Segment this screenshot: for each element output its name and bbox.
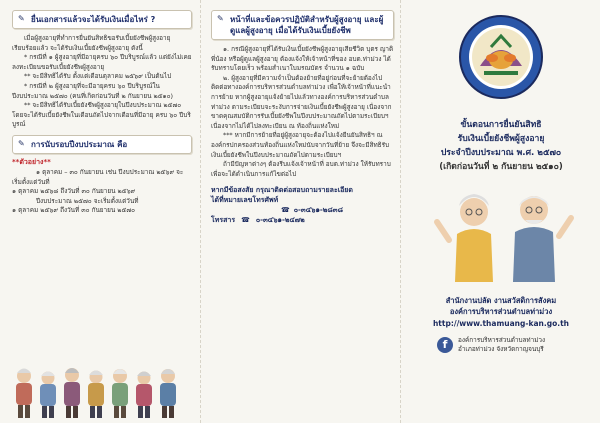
facebook-page-text: องค์การบริหารส่วนตำบลท่าม่วง อำเภอท่าม่วง จังหวัดกาญจนบุรี xyxy=(458,336,546,353)
contact-subtitle: ได้ที่หมายเลขโทรศัพท์ xyxy=(211,196,279,205)
office-line-1: สำนักงานปลัด งานสวัสดิการสังคม xyxy=(445,296,557,305)
paragraph: * กรณีที่ ๑ ผู้สูงอายุที่มีอายุครบ ๖๐ ปีบริบูรณ์แล้ว แต่ยังไม่เคยลงทะเบียนขอรับเบี้ยยังชีพผู้สูงอายุ xyxy=(12,53,192,71)
pencil-icon: ✎ xyxy=(18,138,25,148)
contact-title: หากมีข้อสงสัย กรุณาติดต่อสอบถามรายละเอียด xyxy=(211,186,353,195)
cover-title-line-2: รับเงินเบี้ยยังชีพผู้สูงอายุ xyxy=(457,134,545,144)
panel-cover xyxy=(400,0,600,423)
facebook-block[interactable] xyxy=(437,336,545,354)
example-line: ๑ ตุลาคม ๒๕๖๙ ถึงวันที่ ๓๐ กันยายน ๒๕๗๐ xyxy=(12,206,136,215)
fax-label: โทรสาร xyxy=(211,216,236,225)
example-line: ๑ ตุลาคม – ๓๐ กันยายน เช่น ปีงบประมาณ ๒๕๖๙ จะเริ่มตั้งแต่วันที่ xyxy=(12,167,184,186)
cover-title-line-4: (เกิดก่อนวันที่ ๒ กันยายน ๒๕๑๐) xyxy=(439,162,563,172)
section-header-duties: ✎ หน้าที่และข้อควรปฏิบัติสำหรับผู้สูงอายุ และผู้ดูแลผู้สูงอายุ เมื่อได้รับเงินเบี้ยยังชีพ xyxy=(211,10,394,40)
paragraph: * กรณีที่ ๒ ผู้สูงอายุที่จะมีอายุครบ ๖๐ ปีบริบูรณ์ในปีงบประมาณ ๒๕๗๐ (คนที่เกิดก่อนวันที่ ๒ กันยายน ๒๕๑๐) xyxy=(12,81,173,100)
elderly-group-illustration xyxy=(6,362,194,420)
example-line: ปีงบประมาณ ๒๕๗๐ จะเริ่มตั้งแต่วันที่ xyxy=(36,196,139,205)
office-line-2: องค์การบริหารส่วนตำบลท่าม่วง xyxy=(449,307,553,316)
section-header-fiscal-year: ✎ การนับรอบปีงบประมาณ คือ xyxy=(12,135,192,154)
elderly-couple-illustration xyxy=(429,184,579,284)
website-link[interactable]: http://www.thamuang-kan.go.th xyxy=(432,319,570,328)
phone-icon: ☎ xyxy=(281,206,290,215)
pencil-icon: ✎ xyxy=(18,14,25,23)
fax-icon: ☎ xyxy=(241,216,250,225)
fax-number: ๐-๓๔๖๑-๒๔๗๒ xyxy=(255,216,305,225)
paragraph: *** หากมีการย้ายที่อยู่ผู้สูงอายุจะต้องไปแจ้งยืนยันสิทธิฯ ณ องค์กรปกครองส่วนท้องถิ่นแห่งใหม่นับจากวันที่ย้าย จึงจะมีสิทธิรับเงินเบี้ยยังชีพในปีงบประมาณถัดไปตามระเบียบฯ xyxy=(211,131,390,159)
example-line: ๑ ตุลาคม ๒๕๖๘ ถึงวันที่ ๓๐ กันยายน ๒๕๖๙ xyxy=(12,187,136,196)
cover-title-line-1: ขั้นตอนการยื่นยันสิทธิ xyxy=(460,120,542,130)
cover-title-line-3: ประจำปีงบประมาณ พ.ศ. ๒๕๗๐ xyxy=(440,148,562,158)
contact-block xyxy=(211,185,394,225)
pencil-icon: ✎ xyxy=(217,14,224,23)
fax-row xyxy=(211,215,394,225)
paragraph: ๑. กรณีผู้สูงอายุที่ได้รับเงินเบี้ยยังชีพผู้สูงอายุเสียชีวิต บุตร ญาติ พี่น้อง หรือผู้ดูแลผู้สูงอายุ ต้องแจ้งให้เจ้าหน้าที่ของ อบต.ท่าม่วง ได้รับทราบโดยเร็ว พร้อมสำเนาใบมรณบัตร จำนวน ๑ ฉบับ xyxy=(211,45,394,73)
paragraph: ** จะมีสิทธิได้รับ ตั้งแต่เดือนตุลาคม ๒๕๖๙ เป็นต้นไป xyxy=(24,72,172,81)
panel-left xyxy=(0,0,200,423)
phone-number[interactable]: ๐-๓๔๖๑-๒๘๓๘ xyxy=(293,206,343,215)
panel-middle xyxy=(200,0,400,423)
section-header-when-paid: ✎ ยื่นเอกสารแล้วจะได้รับเงินเมื่อไหร่ ? xyxy=(12,10,192,29)
example-label: **ตัวอย่าง** xyxy=(12,157,51,166)
paragraph: ถ้ามีปัญหาต่างๆ ต้องรีบแจ้งเจ้าหน้าที่ อบต.ท่าม่วง ให้รับทราบ เพื่อจะได้ดำเนินการแก้ไขต่อไป xyxy=(211,160,391,178)
organization-seal-logo xyxy=(458,14,544,100)
paragraph: ** จะมีสิทธิได้รับเบี้ยยังชีพผู้สูงอายุในปีงบประมาณ ๒๕๗๐ โดยจะได้รับเบี้ยยังชีพในเดือนถัดไปจากเดือนที่มีอายุ ครบ ๖๐ ปีบริบูรณ์ xyxy=(12,101,191,129)
paragraph: เมื่อผู้สูงอายุที่ทำการยื่นยันสิทธิขอรับเบี้ยยังชีพผู้สูงอายุเรียบร้อยแล้ว จะได้รับเงินเบี้ยยังชีพผู้สูงอายุ ดังนี้ xyxy=(12,34,171,52)
facebook-icon[interactable]: f xyxy=(437,337,453,353)
phone-row xyxy=(281,205,394,215)
paragraph: ๒. ผู้สูงอายุที่มีความจำเป็นต้องย้ายที่อยู่ก่อนที่จะย้ายต้องไปติดต่อทางองค์การบริหารส่วนตำบลท่าม่วง เพื่อให้เจ้าหน้าที่แนะนำการย้าย หากผู้สูงอายุแจ้งย้ายไปแล้วทางองค์การบริหารส่วนตำบลท่าม่วง ตามระเบียบจะระงับการจ่ายเงินเบี้ยยังชีพผู้สูงอายุ เนื่องจากขาดคุณสมบัติการรับเบี้ยยังชีพในปีงบประมาณถัดไปตามระเบียบฯ เนื่องจากไม่ได้ไปลงทะเบียน ณ ท้องถิ่นแห่งใหม่ xyxy=(211,73,392,130)
